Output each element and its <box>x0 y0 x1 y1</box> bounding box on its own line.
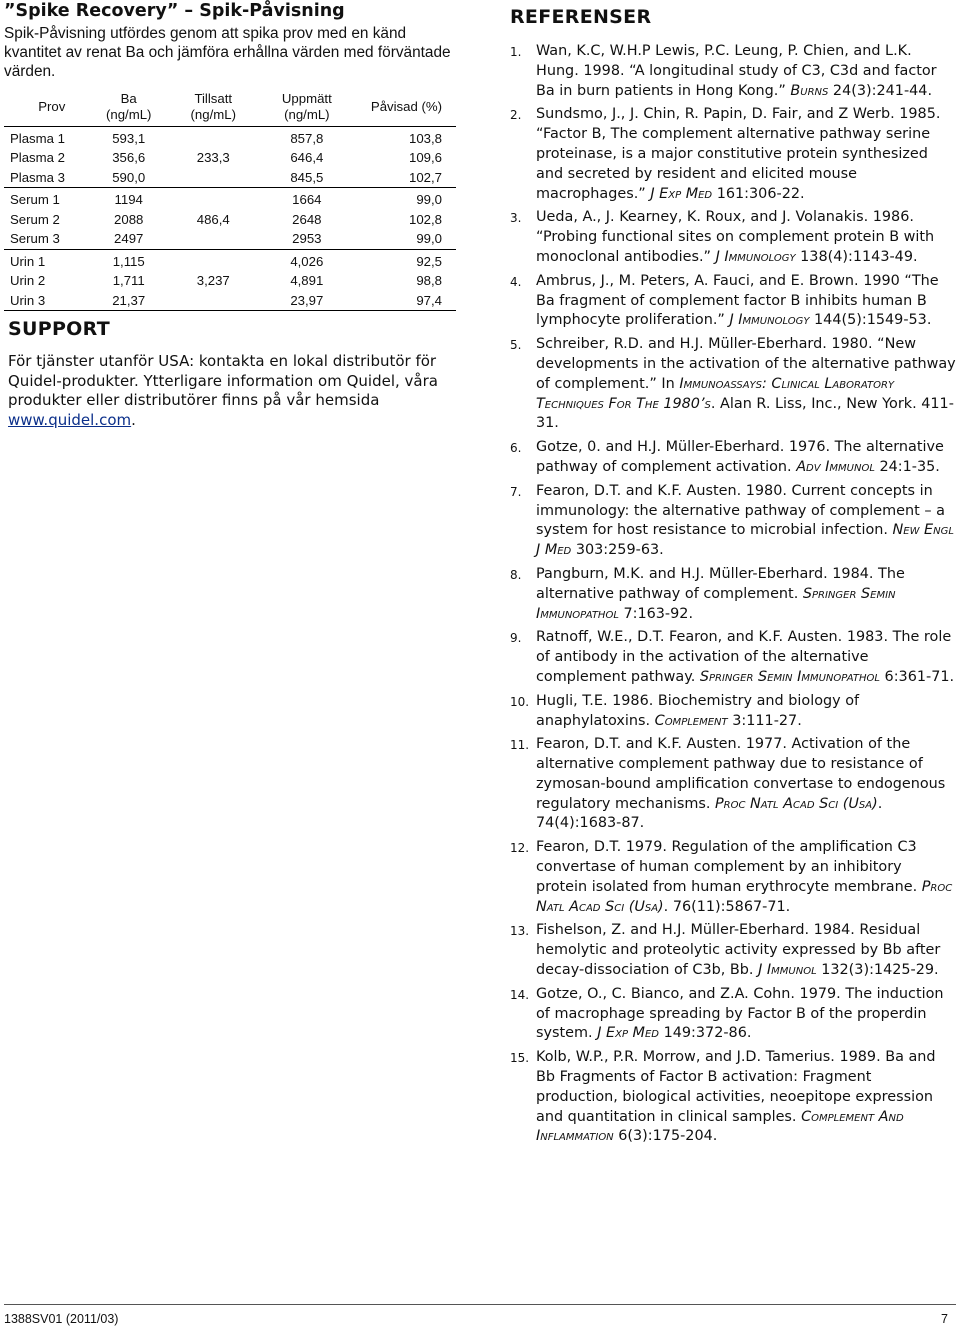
support-trailing: . <box>131 410 136 429</box>
reference-number: 13. <box>510 924 530 939</box>
reference-text: Wan, K.C, W.H.P Lewis, P.C. Leung, P. Chien, and L.K. Hung. 1998. “A longitudinal study of C3, C3d and factor Ba in burn patients in Hong Kong.” <box>536 43 937 99</box>
cell-tillsatt: 486,4 <box>196 211 230 227</box>
reference-journal: J Immunol <box>758 962 817 979</box>
reference-text: Gotze, O., C. Bianco, and Z.A. Cohn. 1979. The induction of macrophage spreading by Factor B of the properdin system. <box>536 985 944 1042</box>
reference-journal: Complement And Inflammation <box>536 1108 904 1145</box>
reference-item <box>510 838 956 917</box>
cell-pavisad: 103,8 <box>408 130 442 146</box>
reference-citation: 161:306-22. <box>712 185 805 202</box>
cell-uppmatt: 2648 <box>292 211 322 227</box>
reference-item <box>510 272 956 331</box>
reference-text: Gotze, 0. and H.J. Müller-Eberhard. 1976. The alternative pathway of complement activation. <box>536 439 944 475</box>
reference-text: Kolb, W.P., P.R. Morrow, and J.D. Tamerius. 1989. Ba and Bb Fragments of Factor B activation: Fragment production, biological activities, neoepitope expression and quantitation in clinical samples. <box>536 1049 936 1125</box>
reference-citation: 303:259-63. <box>571 542 664 559</box>
header-ba: Ba (ng/mL) <box>86 88 172 126</box>
reference-journal: Complement <box>654 712 728 729</box>
reference-citation: 3:111-27. <box>727 712 802 729</box>
reference-text: Hugli, T.E. 1986. Biochemistry and biology of anaphylatoxins. <box>536 692 860 729</box>
reference-citation: . Alan R. Liss, Inc., New York. 411-31. <box>536 395 954 432</box>
reference-text: Fearon, D.T. and K.F. Austen. 1977. Activation of the alternative complement pathway due to resistance of zymosan-bound amplification convertase to endogenous regulatory mechanisms. <box>536 736 946 812</box>
reference-number: 6. <box>510 441 522 456</box>
cell-uppmatt: 1664 <box>292 192 322 207</box>
table-row <box>4 168 456 188</box>
spike-recovery-table <box>4 88 456 311</box>
cell-pavisad: 97,4 <box>359 291 456 311</box>
reference-citation: 132(3):1425-29. <box>816 962 939 979</box>
reference-text: Schreiber, R.D. and H.J. Müller-Eberhard. 1980. “New developments in the activation of the alternative pathway of complement.” In <box>536 336 956 392</box>
reference-item <box>510 921 956 980</box>
table-row <box>4 249 456 271</box>
header-pavisad: Påvisad (%) <box>359 88 456 126</box>
cell-ba: 593,1 <box>112 130 146 146</box>
reference-number: 11. <box>510 738 530 753</box>
reference-journal: Proc Natl Acad Sci (Usa) <box>536 878 953 915</box>
reference-citation: 24(3):241-44. <box>828 82 933 99</box>
reference-number: 14. <box>510 987 530 1002</box>
cell-pavisad: 98,8 <box>416 273 442 288</box>
reference-journal: Proc Natl Acad Sci (Usa) <box>714 795 878 812</box>
cell-ba: 2497 <box>86 229 172 249</box>
cell-uppmatt: 646,4 <box>290 150 324 165</box>
cell-ba: 1,711 <box>112 273 145 288</box>
reference-journal: Adv Immunol <box>796 458 875 475</box>
reference-item <box>510 735 956 834</box>
reference-number: 4. <box>510 274 522 289</box>
cell-uppmatt: 857,8 <box>290 130 324 146</box>
cell-ba: 356,6 <box>112 150 146 165</box>
reference-item <box>510 985 956 1044</box>
cell-prov: Serum 1 <box>10 192 60 207</box>
spike-recovery-title: ”Spike Recovery” – Spik-Påvisning <box>4 1 345 21</box>
table-row <box>4 148 456 168</box>
reference-number: 3. <box>510 211 522 226</box>
support-body: För tjänster utanför USA: kontakta en lokal distributör för Quidel-produkter. Ytterligare information om Quidel, våra produkter eller distributörer finns på vår hemsida <box>8 352 438 409</box>
header-prov: Prov <box>4 88 86 126</box>
reference-text: Fearon, D.T. and K.F. Austen. 1980. Current concepts in immunology: the alternative pathway of complement – a system for host resistance to microbial infection. <box>536 482 945 539</box>
reference-journal: Immunoassays: Clinical Laboratory Techniques For The 1980’s <box>536 375 895 412</box>
cell-pavisad: 109,6 <box>408 150 442 165</box>
reference-text: Fishelson, Z. and H.J. Müller-Eberhard. 1984. Residual hemolytic and proteolytic activity expressed by Bb after decay-dissociation of C3b, Bb. <box>536 922 941 979</box>
cell-tillsatt <box>172 126 255 148</box>
reference-text: Pangburn, M.K. and H.J. Müller-Eberhard. 1984. The alternative pathway of complement. <box>536 565 905 602</box>
cell-pavisad: 102,8 <box>408 211 442 227</box>
cell-ba: 590,0 <box>86 168 172 188</box>
table-row <box>4 188 456 210</box>
reference-item <box>510 482 956 561</box>
reference-number: 9. <box>510 631 522 646</box>
cell-ba: 1,115 <box>112 253 145 269</box>
cell-tillsatt <box>172 168 255 188</box>
reference-text: Ueda, A., J. Kearney, K. Roux, and J. Volanakis. 1986. “Probing functional sites on complement protein B with monoclonal antibodies.” <box>536 209 935 265</box>
reference-citation: 138(4):1143-49. <box>795 248 918 265</box>
cell-uppmatt: 2953 <box>255 229 359 249</box>
reference-number: 12. <box>510 841 530 856</box>
reference-text: Fearon, D.T. 1979. Regulation of the amplification C3 convertase of human complement by an inhibitory protein isolated from human erythrocyte membrane. <box>536 839 922 895</box>
reference-citation: 144(5):1549-53. <box>809 312 932 329</box>
reference-item <box>510 42 956 101</box>
reference-citation: 6(3):175-204. <box>613 1128 718 1145</box>
reference-number: 10. <box>510 694 530 709</box>
cell-prov: Urin 2 <box>10 273 46 288</box>
document-code: 1388SV01 (2011/03) <box>4 1312 119 1326</box>
reference-item <box>510 438 956 478</box>
table-row <box>4 210 456 230</box>
reference-item <box>510 105 956 204</box>
reference-item <box>510 1048 956 1147</box>
reference-item <box>510 628 956 687</box>
cell-pavisad: 102,7 <box>359 168 456 188</box>
reference-number: 5. <box>510 338 522 353</box>
header-uppmatt: Uppmätt (ng/mL) <box>255 88 359 126</box>
cell-prov: Plasma 2 <box>10 150 65 165</box>
reference-citation: 24:1-35. <box>874 458 940 475</box>
reference-citation: . 74(4):1683-87. <box>536 795 883 832</box>
cell-prov: Serum 3 <box>4 229 86 249</box>
reference-item <box>510 565 956 624</box>
spike-intro-text: Spik-Påvisning utfördes genom att spika prov med en känd kvantitet av renat Ba och jämföra erhållna värden med förväntade värden. <box>4 25 451 80</box>
cell-tillsatt: 3,237 <box>196 273 230 288</box>
page-number: 7 <box>941 1312 948 1326</box>
reference-journal: New Engl J Med <box>536 522 954 559</box>
reference-number: 8. <box>510 567 522 582</box>
cell-tillsatt <box>172 188 255 210</box>
table-body <box>4 126 456 311</box>
cell-prov: Urin 3 <box>4 291 86 311</box>
table-row <box>4 229 456 249</box>
reference-item <box>510 208 956 267</box>
cell-prov: Serum 2 <box>10 211 60 227</box>
cell-prov: Urin 1 <box>10 253 46 269</box>
reference-citation: 6:361-71. <box>879 668 955 685</box>
reference-journal: J Exp Med <box>597 1025 659 1042</box>
support-text <box>8 352 460 430</box>
left-column <box>4 0 456 429</box>
table-row <box>4 126 456 148</box>
reference-number: 7. <box>510 484 522 499</box>
reference-citation: 7:163-92. <box>618 605 694 622</box>
cell-ba: 21,37 <box>86 291 172 311</box>
reference-journal: J Exp Med <box>650 185 713 202</box>
quidel-website-link[interactable]: www.quidel.com <box>8 410 132 429</box>
cell-tillsatt <box>172 291 255 311</box>
cell-uppmatt: 4,026 <box>290 253 324 269</box>
support-heading: SUPPORT <box>8 318 110 340</box>
footer-divider <box>4 1304 956 1305</box>
cell-ba: 1194 <box>114 192 143 207</box>
reference-item <box>510 692 956 732</box>
reference-text: Sundsmo, J., J. Chin, R. Papin, D. Fair, and Z Werb. 1985. “Factor B, The complement alternative pathway serine proteinase, is a major constitutive protein synthesized and secreted by resident and elicited mouse macrophages.” <box>536 106 941 202</box>
reference-text: Ambrus, J., M. Peters, A. Fauci, and E. Brown. 1990 “The Ba fragment of complement factor B inhibits human B lymphocyte proliferation.” <box>536 272 939 329</box>
table-row <box>4 291 456 311</box>
reference-citation: . 76(11):5867-71. <box>663 898 791 915</box>
cell-tillsatt <box>172 249 255 271</box>
cell-uppmatt: 23,97 <box>255 291 359 311</box>
reference-number: 15. <box>510 1051 530 1066</box>
cell-uppmatt: 845,5 <box>255 168 359 188</box>
references-heading: REFERENSER <box>510 6 652 28</box>
reference-text: Ratnoff, W.E., D.T. Fearon, and K.F. Austen. 1983. The role of antibody in the activation of the alternative complement pathway. <box>536 629 952 685</box>
reference-item <box>510 335 956 434</box>
cell-pavisad: 92,5 <box>416 253 442 269</box>
cell-tillsatt <box>172 229 255 249</box>
reference-journal: Burns <box>790 82 829 99</box>
cell-tillsatt: 233,3 <box>196 150 230 165</box>
reference-number: 2. <box>510 108 522 123</box>
reference-journal: Springer Semin Immunopathol <box>536 585 896 622</box>
reference-number: 1. <box>510 45 522 59</box>
table-header-row <box>4 88 456 126</box>
reference-citation: 149:372-86. <box>659 1025 752 1042</box>
reference-journal: J Immunology <box>715 248 796 265</box>
cell-prov: Plasma 1 <box>10 130 65 146</box>
header-tillsatt: Tillsatt (ng/mL) <box>172 88 255 126</box>
reference-journal: Springer Semin Immunopathol <box>699 668 880 685</box>
right-column <box>510 0 956 1151</box>
references-list <box>510 42 956 1147</box>
cell-ba: 2088 <box>114 211 144 227</box>
cell-prov: Plasma 3 <box>4 168 86 188</box>
cell-uppmatt: 4,891 <box>290 273 324 288</box>
reference-journal: J Immunology <box>729 312 810 329</box>
table-row <box>4 271 456 291</box>
cell-pavisad: 99,0 <box>359 229 456 249</box>
cell-pavisad: 99,0 <box>416 192 442 207</box>
